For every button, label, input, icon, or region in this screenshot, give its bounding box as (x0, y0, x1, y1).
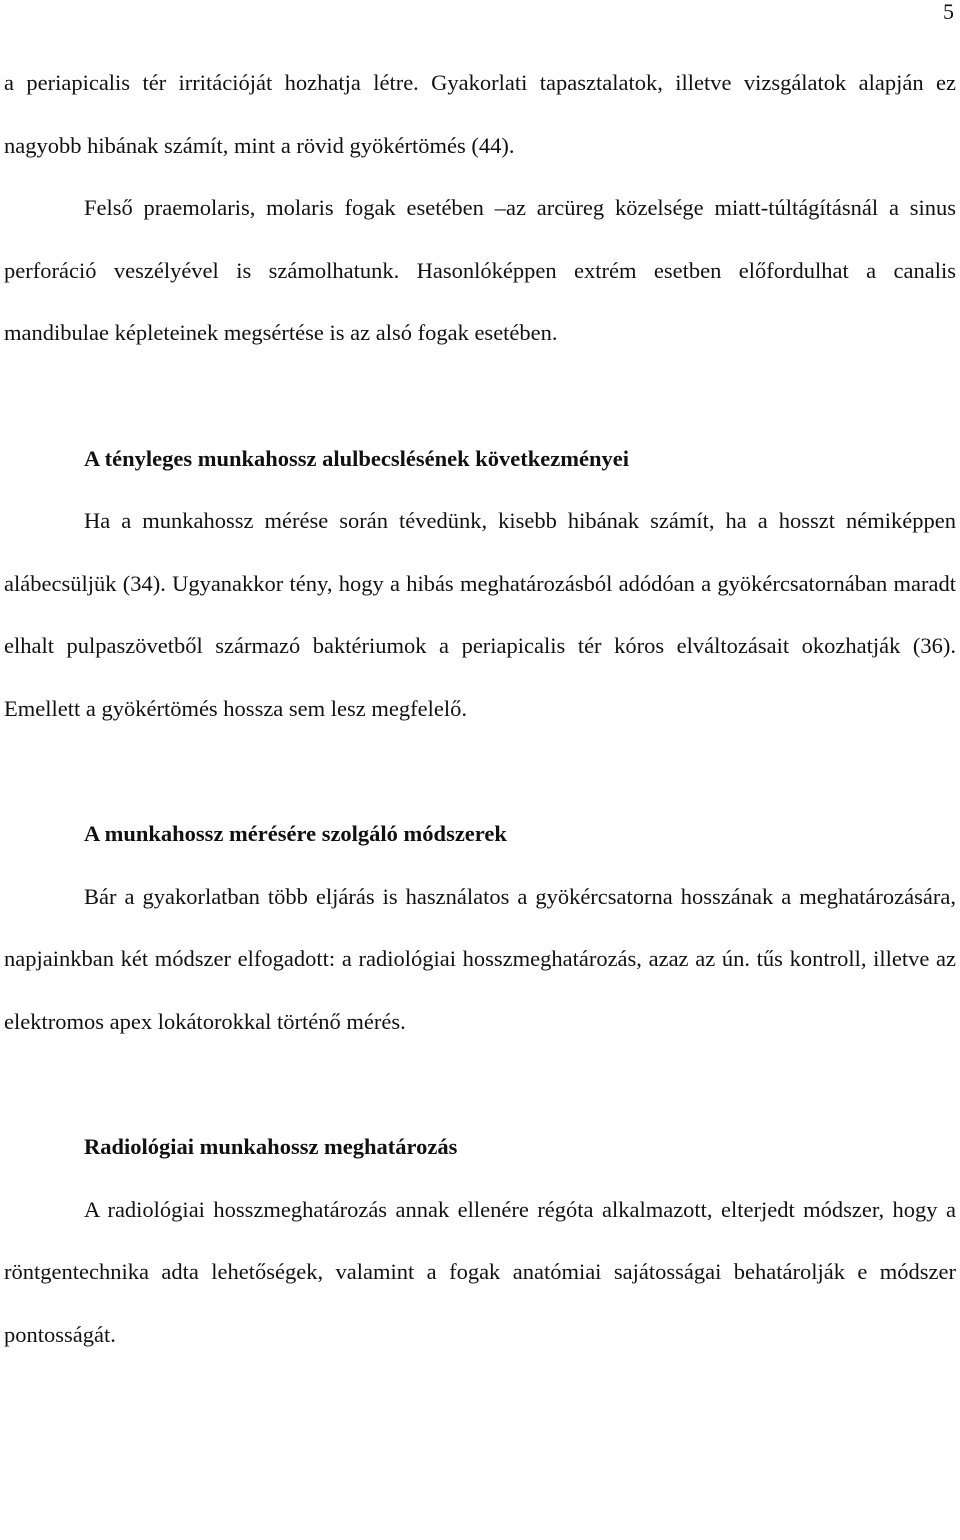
paragraph-upper-premolars: Felső praemolaris, molaris fogak esetében –az arcüreg közelsége miatt-túltágításnál a sinus perforáció veszélyével is számolhatunk. Hasonlóképpen extrém esetben előfordulhat a canalis mandibulae képleteinek megsértése is az alsó fogak esetében. (4, 195, 956, 346)
section-heading-radiological: Radiológiai munkahossz meghatározás (84, 1134, 458, 1160)
section-spacer (4, 365, 956, 428)
paragraph-underestimation: Ha a munkahossz mérése során tévedünk, kisebb hibának számít, ha a hosszt némiképpen alábecsüljük (34). Ugyanakkor tény, hogy a hibás meghatározásból adódóan a gyökércsatornában maradt elhalt pulpaszövetből származó baktériumok a periapicalis tér kóros elváltozásait okozhatják (36). Emellett a gyökértömés hossza sem lesz megfelelő. (4, 508, 956, 721)
section-heading-methods: A munkahossz mérésére szolgáló módszerek (84, 821, 507, 847)
section-heading-underestimation: A tényleges munkahossz alulbecslésének következményei (84, 445, 629, 471)
paragraph-periapical-irritation: a periapicalis tér irritációját hozhatja létre. Gyakorlati tapasztalatok, illetve vizsgálatok alapján ez nagyobb hibának számít, mint a rövid gyökértömés (44). (4, 70, 956, 158)
section-spacer (4, 741, 956, 804)
paragraph-methods: Bár a gyakorlatban több eljárás is használatos a gyökércsatorna hosszának a meghatározására, napjainkban két módszer elfogadott: a radiológiai hosszmeghatározás, azaz az ún. tűs kontroll, illetve az elektromos apex lokátorokkal történő mérés. (4, 883, 956, 1034)
page-body (4, 52, 956, 1366)
paragraph-radiological: A radiológiai hosszmeghatározás annak ellenére régóta alkalmazott, elterjedt módszer, hogy a röntgentechnika adta lehetőségek, valamint a fogak anatómiai sajátosságai behatárolják e módszer pontosságát. (4, 1196, 956, 1347)
page-number: 5 (943, 0, 954, 24)
section-spacer (4, 1054, 956, 1117)
